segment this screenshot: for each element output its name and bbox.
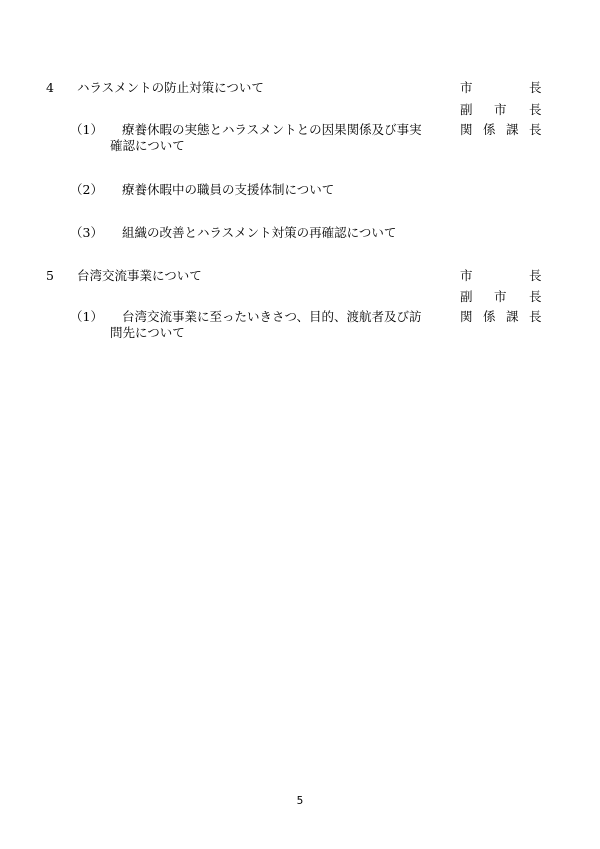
responder-deputy-mayor: 副 市 長: [460, 102, 542, 117]
item-text-line1: 療養休暇の実態とハラスメントとの因果関係及び事実: [122, 122, 422, 137]
page-number: 5: [296, 795, 304, 807]
item-text-line1: 療養休暇中の職員の支援体制について: [122, 182, 335, 197]
item-label: （2）: [70, 182, 103, 197]
responder-mayor: 市 長: [460, 80, 542, 95]
item-label: （1）: [70, 122, 103, 137]
item-text-line2: 確認について: [110, 138, 185, 153]
responder-section-chiefs: 関 係 課 長: [460, 122, 542, 137]
responder-section-chiefs: 関 係 課 長: [460, 309, 542, 324]
section-title: 台湾交流事業について: [77, 268, 202, 283]
item-text-line1: 組織の改善とハラスメント対策の再確認について: [122, 225, 397, 240]
item-text-line2: 問先について: [110, 325, 185, 340]
section-number: 5: [46, 268, 54, 283]
responder-mayor: 市 長: [460, 268, 542, 283]
responder-deputy-mayor: 副 市 長: [460, 289, 542, 304]
item-text-line1: 台湾交流事業に至ったいきさつ、目的、渡航者及び訪: [122, 309, 422, 324]
item-label: （1）: [70, 309, 103, 324]
item-label: （3）: [70, 225, 103, 240]
section-number: 4: [46, 80, 54, 95]
section-title: ハラスメントの防止対策について: [77, 80, 264, 95]
